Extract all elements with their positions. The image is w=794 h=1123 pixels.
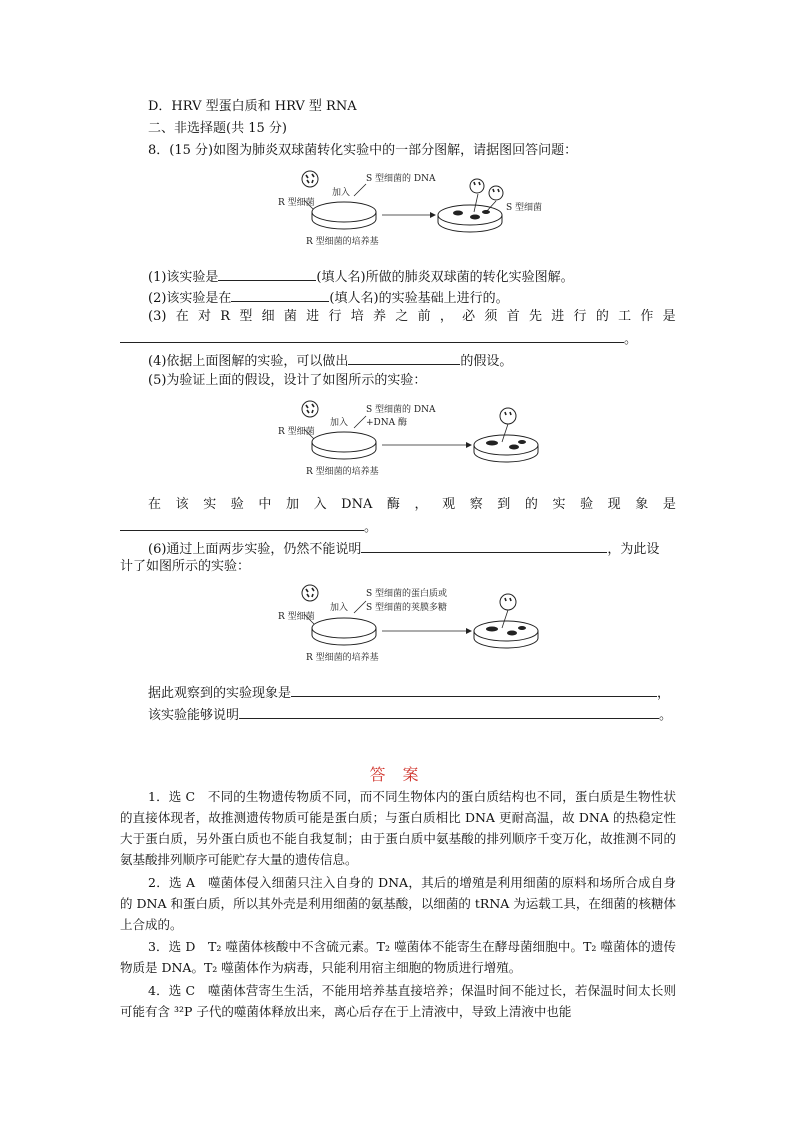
q8-part7: 据此观察到的实验现象是 ， [148,682,670,703]
option-d: D．HRV 型蛋白质和 HRV 型 RNA [148,99,357,114]
answer-blank-5[interactable] [120,516,364,531]
bacteria-icon [306,588,314,597]
fig3-r-label: R 型细菌 [278,612,315,622]
q8-part5-observe: 在 该 实 验 中 加 入 DNA 酶 ， 观 察 到 的 实 验 现 象 是 [148,497,676,512]
q8-part3: (3) 在 对 R 型 细 菌 进 行 培 养 之 前 ， 必 须 首 先 进 行 的 工 作 是 [148,309,676,324]
answer-blank-1[interactable] [218,266,316,281]
fig1-base-label: R 型细菌的培养基 [306,237,379,247]
fig1-add-label: 加入 [332,188,351,198]
petri-dish-result [438,205,502,225]
answer-blank-7[interactable] [291,682,657,697]
fig3-add-label: 加入 [330,603,349,613]
q8-part5-line2: 。 [120,516,377,537]
q8-part2: (2)该实验是在 (填人名)的实验基础上进行的。 [148,287,509,308]
fig1-sdna-label: S 型细菌的 DNA [366,174,436,184]
section-heading: 二、非选择题(共 15 分) [148,121,287,136]
bacteria-icon [306,404,314,413]
answer-blank-8[interactable] [239,704,659,719]
q8-part3-line2: 。 [120,328,637,349]
fig2-base-label: R 型细菌的培养基 [306,467,379,477]
q8-part1: (1)该实验是 (填人名)所做的肺炎双球菌的转化实验图解。 [148,266,574,287]
figure-1 [270,168,560,254]
figure-3 [270,582,560,668]
answer-blank-6[interactable] [361,538,607,553]
fig2-r-label: R 型细菌 [278,427,315,437]
fig2-enzyme-label: +DNA 酶 [366,418,407,428]
fig1-s-label: S 型细菌 [506,203,543,213]
q8-part5: (5)为验证上面的假设，设计了如图所示的实验： [148,373,427,388]
answers-title: 答 案 [369,765,425,784]
answer-4: 4．选 C 噬菌体营寄生生活，不能用培养基直接培养；保温时间不能过长，若保温时间太长则可能有含 ³²P 子代的噬菌体释放出来，离心后存在于上清液中，导致上清液中也能 [120,983,676,1019]
answer-blank-4[interactable] [348,350,460,365]
petri-dish [312,202,376,222]
q8-part6: (6)通过上面两步实验，仍然不能说明 ，为此设 [148,538,659,559]
answer-1: 1．选 C 不同的生物遗传物质不同，而不同生物体内的蛋白质结构也不同，蛋白质是生物性状的直接体现者，故推测遗传物质可能是蛋白质；与蛋白质相比 DNA 更耐高温，故 DNA 的热稳定性大于蛋白质，另外蛋白质也不能自我复制；由于蛋白质中氨基酸的排列顺序千变万化，故推测不同的氨基酸排列顺序可能贮存大量的遗传信息。 [120,789,676,867]
answer-blank-2[interactable] [231,287,329,302]
answer-3: 3．选 D T₂ 噬菌体核酸中不含硫元素。T₂ 噬菌体不能寄生在酵母菌细胞中。T₂ 噬菌体的遗传物质是 DNA。T₂ 噬菌体作为病毒，只能利用宿主细胞的物质进行增殖。 [120,939,676,975]
question-8: 8．(15 分)如图为肺炎双球菌转化实验中的一部分图解，请据图回答问题： [148,143,578,158]
fig2-sdna-label: S 型细菌的 DNA [366,405,436,415]
fig3-line2: S 型细菌的荚膜多糖 [366,603,448,613]
fig3-base-label: R 型细菌的培养基 [306,653,379,663]
q8-part6-line2: 计了如图所示的实验： [120,559,251,574]
q8-part4: (4)依据上面图解的实验，可以做出 的假设。 [148,350,512,371]
answer-blank-3[interactable] [120,328,624,343]
fig2-add-label: 加入 [330,418,349,428]
fig1-r-label: R 型细菌 [278,198,315,208]
figure-2 [270,398,560,482]
bacteria-icon [306,174,314,183]
q8-part8: 该实验能够说明 。 [148,704,672,725]
fig3-line1: S 型细菌的蛋白质或 [366,589,448,599]
answer-2: 2．选 A 噬菌体侵入细菌只注入自身的 DNA，其后的增殖是利用细菌的原料和场所合成自身的 DNA 和蛋白质，所以其外壳是利用细菌的氨基酸，以细菌的 tRNA 为运载工具，在细菌的核糖体上合成的。 [120,875,676,932]
